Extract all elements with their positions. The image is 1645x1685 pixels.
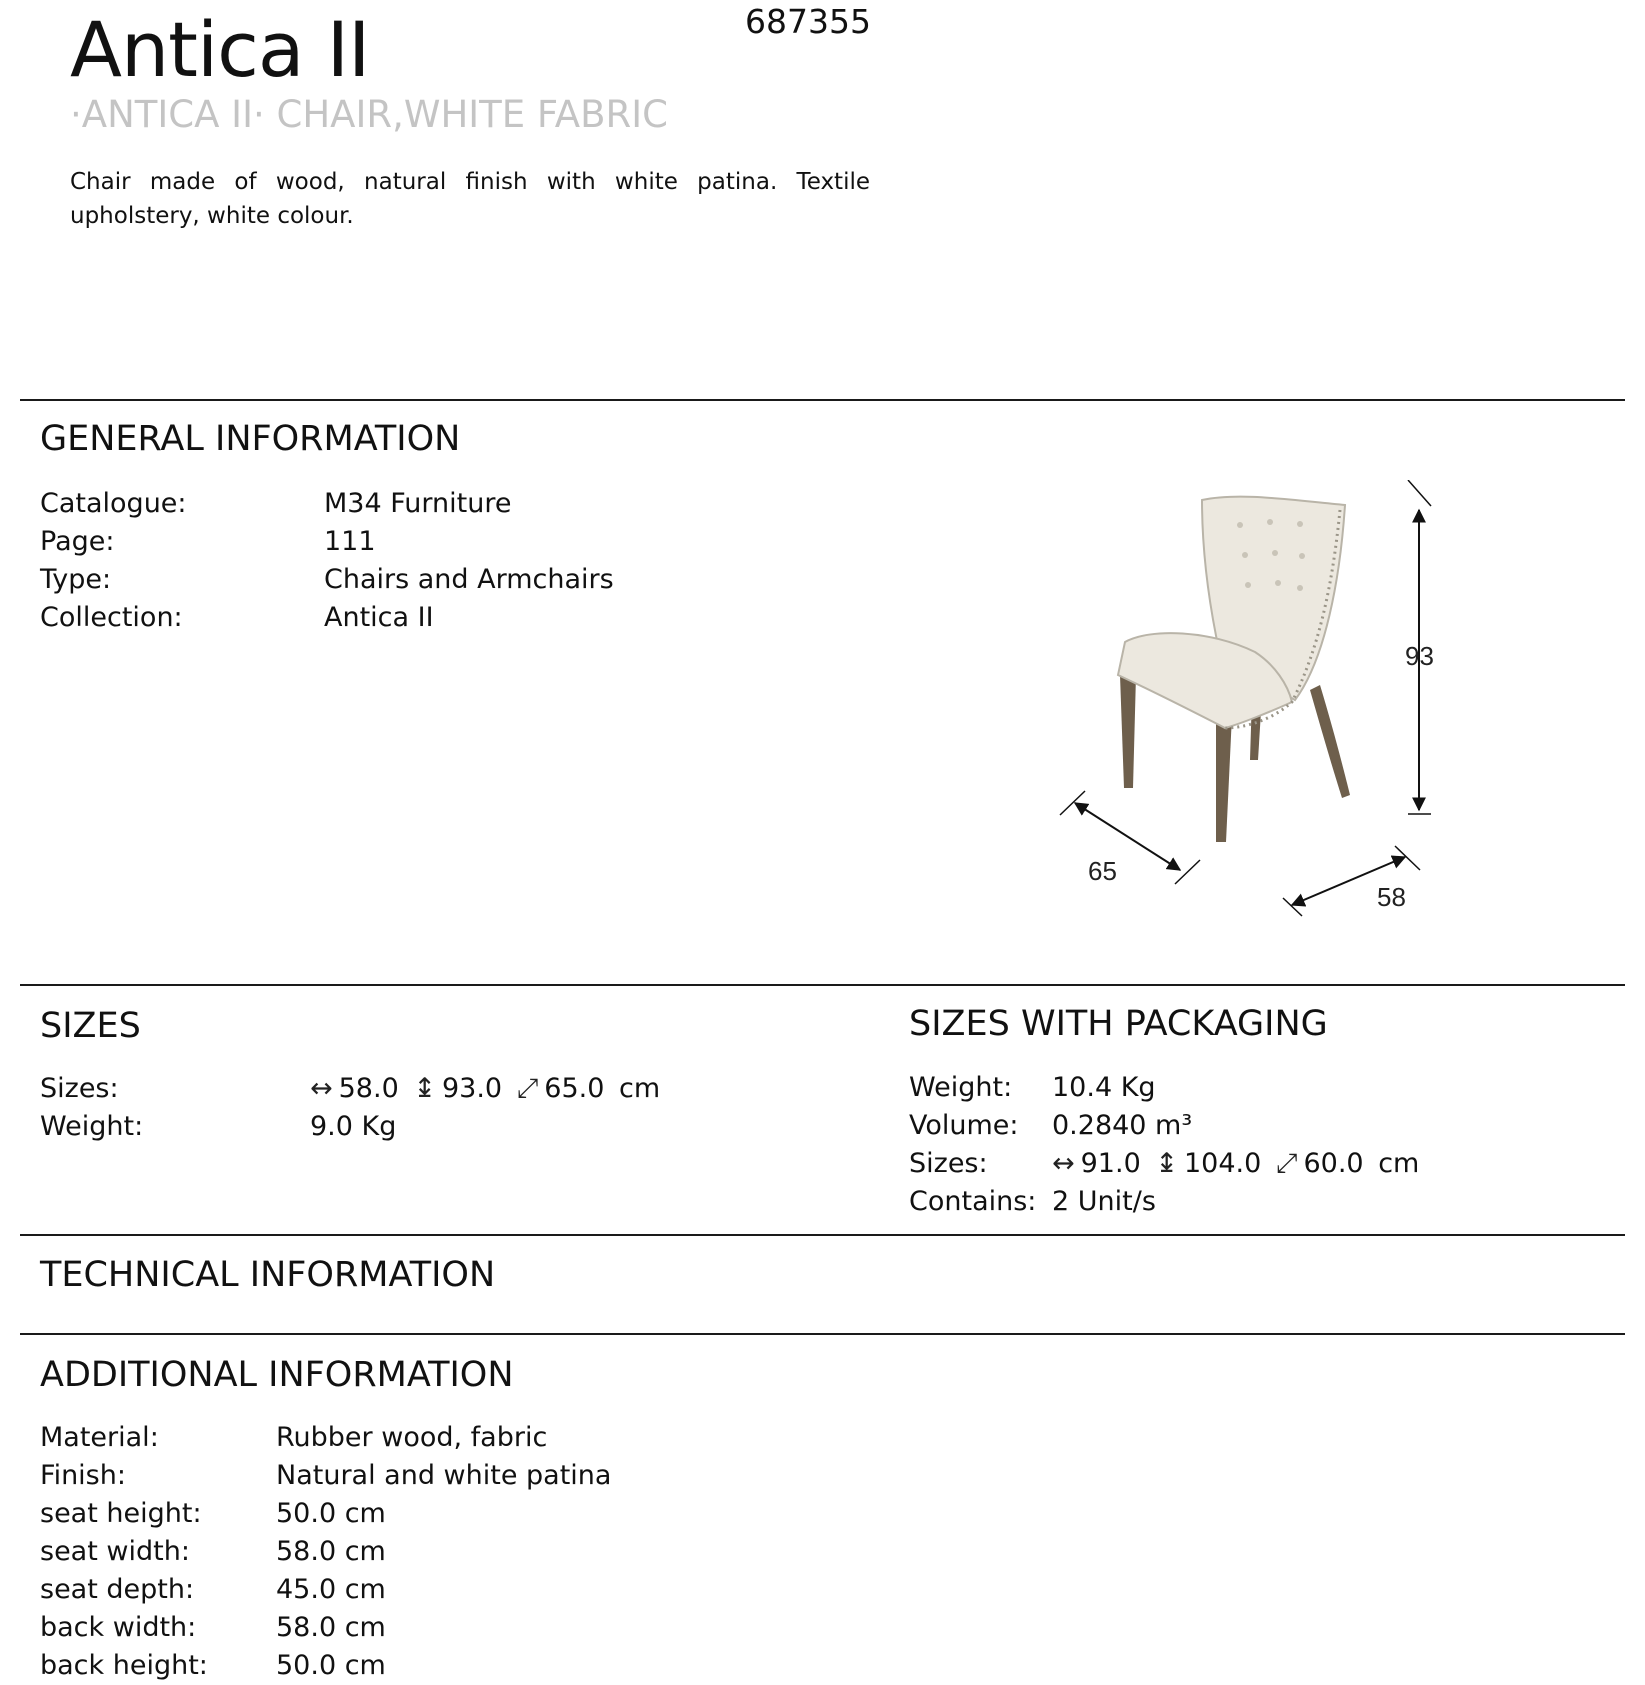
height-top-tick	[1408, 480, 1431, 506]
catalogue-label: Catalogue:	[40, 488, 187, 519]
product-description: Chair made of wood, natural finish with white patina. Textile upholstery, white colour.	[70, 169, 870, 229]
sizes-list	[40, 1070, 860, 1146]
depth-right-tick	[1175, 860, 1200, 884]
packaging-row-weight	[909, 1069, 1609, 1107]
additional-row-seat-width	[40, 1533, 740, 1571]
chair-image	[1118, 497, 1350, 842]
packaging-volume-label: Volume:	[909, 1110, 1019, 1141]
page-label: Page:	[40, 526, 115, 557]
packaging-sizes-value	[1052, 1145, 1425, 1183]
packaging-contains-value: 2 Unit/s	[1052, 1186, 1156, 1217]
packaging-list	[909, 1069, 1609, 1221]
sizes-row-dimensions	[40, 1070, 860, 1108]
product-subtitle: ·ANTICA II· CHAIR,WHITE FABRIC	[70, 93, 668, 136]
back-width-value: 58.0 cm	[276, 1612, 386, 1643]
additional-information-list	[40, 1419, 740, 1685]
additional-row-back-width	[40, 1609, 740, 1647]
sizes-row-weight	[40, 1108, 860, 1146]
finish-value: Natural and white patina	[276, 1460, 612, 1491]
seat-width-label: seat width:	[40, 1536, 190, 1567]
height-arrow-icon: ↨	[413, 1073, 436, 1104]
sizes-width: 58.0	[338, 1073, 399, 1104]
additional-information-heading: ADDITIONAL INFORMATION	[40, 1355, 514, 1395]
packaging-height: 104.0	[1183, 1148, 1262, 1179]
material-label: Material:	[40, 1422, 159, 1453]
packaging-width: 91.0	[1080, 1148, 1141, 1179]
seat-depth-label: seat depth:	[40, 1574, 195, 1605]
sizes-height: 93.0	[441, 1073, 503, 1104]
packaging-row-contains	[909, 1183, 1609, 1221]
packaging-volume-value: 0.2840 m³	[1052, 1110, 1193, 1141]
sizes-value	[310, 1070, 666, 1108]
height-label: 93	[1405, 641, 1434, 671]
additional-row-back-height	[40, 1647, 740, 1685]
packaging-weight-label: Weight:	[909, 1072, 1013, 1103]
packaging-row-sizes	[909, 1145, 1609, 1183]
catalogue-value: M34 Furniture	[324, 488, 512, 519]
page-value: 111	[324, 526, 376, 557]
collection-value: Antica II	[324, 602, 434, 633]
packaging-unit: cm	[1378, 1148, 1420, 1179]
additional-row-material	[40, 1419, 740, 1457]
depth-arrow-icon: ⤢	[516, 1073, 539, 1104]
sizes-label: Sizes:	[40, 1073, 119, 1104]
chair-front-right-leg	[1216, 715, 1232, 842]
width-right-tick	[1395, 846, 1420, 870]
additional-row-finish	[40, 1457, 740, 1495]
section-divider	[20, 1333, 1625, 1335]
product-title: Antica II	[70, 5, 370, 94]
packaging-weight-value: 10.4 Kg	[1052, 1072, 1156, 1103]
depth-arrow-icon: ⤢	[1275, 1148, 1298, 1179]
general-information-list	[40, 485, 640, 637]
packaging-contains-label: Contains:	[909, 1186, 1037, 1217]
chair-back-right-leg	[1310, 685, 1350, 798]
width-arrow-icon: ↔	[310, 1073, 333, 1104]
sizes-heading: SIZES	[40, 1006, 141, 1046]
technical-information-heading: TECHNICAL INFORMATION	[40, 1255, 496, 1295]
type-value: Chairs and Armchairs	[324, 564, 614, 595]
product-code: 687355	[745, 2, 871, 41]
general-row-type	[40, 561, 640, 599]
additional-row-seat-depth	[40, 1571, 740, 1609]
weight-label: Weight:	[40, 1111, 144, 1142]
general-row-page	[40, 523, 640, 561]
chair-dimension-drawing	[1040, 480, 1460, 920]
packaging-heading: SIZES WITH PACKAGING	[909, 1004, 1328, 1044]
depth-left-tick	[1060, 791, 1085, 815]
general-row-collection	[40, 599, 640, 637]
packaging-row-volume	[909, 1107, 1609, 1145]
back-height-label: back height:	[40, 1650, 208, 1681]
back-width-label: back width:	[40, 1612, 197, 1643]
chair-front-left-leg	[1120, 675, 1136, 788]
seat-width-value: 58.0 cm	[276, 1536, 386, 1567]
packaging-depth: 60.0	[1303, 1148, 1364, 1179]
general-information-heading: GENERAL INFORMATION	[40, 419, 461, 459]
seat-height-label: seat height:	[40, 1498, 202, 1529]
sizes-depth: 65.0	[544, 1073, 605, 1104]
sizes-unit: cm	[619, 1073, 661, 1104]
collection-label: Collection:	[40, 602, 183, 633]
height-arrow-icon: ↨	[1155, 1148, 1178, 1179]
general-row-catalogue	[40, 485, 640, 523]
finish-label: Finish:	[40, 1460, 126, 1491]
additional-row-seat-height	[40, 1495, 740, 1533]
width-left-tick	[1283, 898, 1302, 916]
type-label: Type:	[40, 564, 112, 595]
weight-value: 9.0 Kg	[310, 1111, 397, 1142]
material-value: Rubber wood, fabric	[276, 1422, 548, 1453]
section-divider	[20, 399, 1625, 401]
depth-label: 65	[1088, 856, 1117, 886]
back-height-value: 50.0 cm	[276, 1650, 386, 1681]
section-divider	[20, 1234, 1625, 1236]
seat-height-value: 50.0 cm	[276, 1498, 386, 1529]
packaging-sizes-label: Sizes:	[909, 1148, 988, 1179]
width-arrow-icon: ↔	[1052, 1148, 1075, 1179]
section-divider	[20, 984, 1625, 986]
width-label: 58	[1377, 882, 1406, 912]
seat-depth-value: 45.0 cm	[276, 1574, 386, 1605]
